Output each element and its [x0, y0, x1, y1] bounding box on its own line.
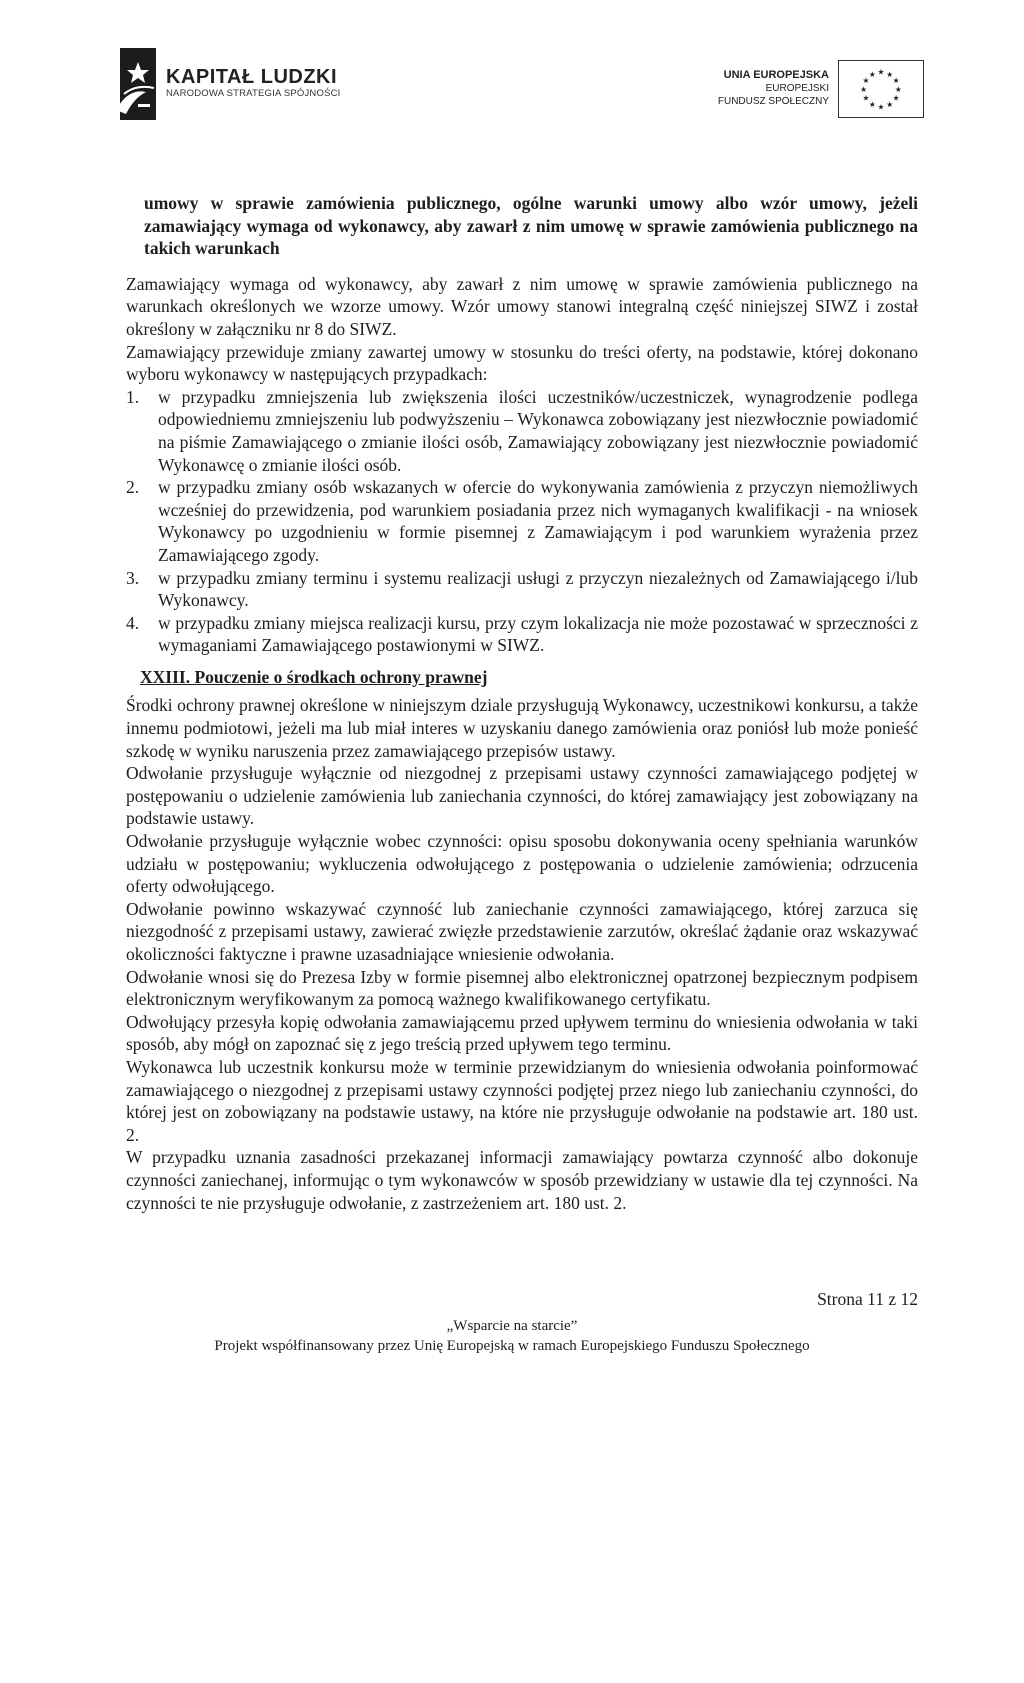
section-paragraph: Odwołanie powinno wskazywać czynność lub zaniechanie czynności zamawiającego, której zarzuca się niezgodność z przepisami ustawy, zawierać zwięzłe przedstawienie zarzutów, określać żądanie oraz wskazywać okoliczności faktyczne i prawne uzasadniające wniesienie odwołania.: [126, 898, 918, 964]
footer-cofinancing: Projekt współfinansowany przez Unię Europejską w ramach Europejskiego Funduszu Społecznego: [214, 1338, 810, 1354]
list-item-number: 3.: [126, 567, 140, 588]
list-item-number: 4.: [126, 612, 140, 633]
eu-flag-icon: [838, 60, 924, 118]
eu-star-icon: ★: [868, 99, 876, 109]
section-paragraph: Środki ochrony prawnej określone w niniejszym dziale przysługują Wykonawcy, uczestnikowi konkursu, a także innemu podmiotowi, jeżeli ma lub miał interes w uzyskaniu danego zamówienia oraz poniósł lub może ponieść szkodę w wyniku naruszenia przez zamawiającego przepisów ustawy.: [126, 695, 918, 761]
section-paragraph: Wykonawca lub uczestnik konkursu może w terminie przewidzianym do wniesienia odwołania poinformować zamawiającego o niezgodnej z przepisami ustawy czynności podjętej przez niego lub zaniechaniu czynności, do której jest on zobowiązany na podstawie ustawy, na które nie przysługuje odwołanie na podstawie art. 180 ust. 2.: [126, 1056, 918, 1145]
list-item-text: w przypadku zmiany terminu i systemu realizacji usługi z przyczyn niezależnych od Zamawiającego i/lub Wykonawcy.: [158, 567, 918, 611]
section-title: XXIII. Pouczenie o środkach ochrony prawnej: [140, 666, 488, 687]
kapital-ludzki-emblem-icon: [116, 48, 156, 120]
amendment-list: [126, 386, 918, 657]
footer-project-name: „Wsparcie na starcie”: [446, 1318, 578, 1334]
list-item: [126, 612, 918, 657]
page-number: Strona 11 z 12: [817, 1289, 918, 1309]
document-body: [126, 192, 918, 1214]
lead-heading: umowy w sprawie zamówienia publicznego, ogólne warunki umowy albo wzór umowy, jeżeli zamawiający wymaga od wykonawcy, aby zawarł z nim umowę w sprawie zamówienia publicznego na takich warunkach: [144, 193, 918, 259]
eu-star-icon: ★: [892, 76, 900, 86]
eu-star-icon: ★: [862, 93, 870, 103]
eu-star-icon: ★: [894, 84, 902, 94]
section-paragraph: Odwołanie przysługuje wyłącznie wobec czynności: opisu sposobu dokonywania oceny spełniania warunków udziału w postępowaniu; wykluczenia odwołującego z postępowania o udzielenie zamówienia; odrzucenia oferty odwołującego.: [126, 831, 918, 897]
section-paragraph: Odwołanie przysługuje wyłącznie od niezgodnej z przepisami ustawy czynności zamawiającego podjętej w postępowaniu o udzielenie zamówienia lub zaniechania czynności, do której zamawiający jest zobowiązany na podstawie ustawy.: [126, 763, 918, 829]
list-item-text: w przypadku zmniejszenia lub zwiększenia ilości uczestników/uczestniczek, wynagrodzenie podlega odpowiedniemu zmniejszeniu lub podwyższeniu – Wykonawca zobowiązany jest niezwłocznie powiadomić na piśmie Zamawiającego o zmianie ilości osób, Zamawiający zobowiązany jest niezwłocznie powiadomić Wykonawcę o zmianie ilości osób.: [158, 386, 918, 475]
eu-logo: [690, 60, 924, 120]
intro-paragraph-1: Zamawiający wymaga od wykonawcy, aby zawarł z nim umowę w sprawie zamówienia publicznego na warunkach określonych we wzorze umowy. Wzór umowy stanowi integralną część niniejszej SIWZ i został określony w załączniku nr 8 do SIWZ.: [126, 273, 918, 339]
section-paragraph: Odwołanie wnosi się do Prezesa Izby w formie pisemnej albo elektronicznej opatrzonej bezpiecznym podpisem elektronicznym weryfikowanym za pomocą ważnego kwalifikowanego certyfikatu.: [126, 966, 918, 1010]
eu-star-icon: ★: [886, 99, 894, 109]
list-item-number: 2.: [126, 477, 140, 498]
eu-star-icon: ★: [877, 67, 885, 77]
intro-paragraph-2: Zamawiający przewiduje zmiany zawartej umowy w stosunku do treści oferty, na podstawie, której dokonano wyboru wykonawcy w następujących przypadkach:: [126, 341, 918, 385]
list-item: [126, 386, 918, 476]
eu-star-icon: ★: [862, 76, 870, 86]
list-item-text: w przypadku zmiany osób wskazanych w ofercie do wykonywania zamówienia z przyczyn niemożliwych wcześniej do przewidzenia, pod warunkiem posiadania przez nich wymaganych kwalifikacji - na wniosek Wykonawcy po uzgodnieniu w formie pisemnej z Zamawiającym i pod warunkiem wyrażenia przez Zamawiającego zgody.: [158, 477, 918, 565]
section-paragraph: W przypadku uznania zasadności przekazanej informacji zamawiający powtarza czynność albo dokonuje czynności zaniechanej, informując o tym wykonawców w sposób przewidziany w ustawie dla tej czynności. Na czynności te nie przysługuje odwołanie, z zastrzeżeniem art. 180 ust. 2.: [126, 1147, 918, 1213]
eu-star-icon: ★: [860, 84, 868, 94]
section-paragraph: Odwołujący przesyła kopię odwołania zamawiającemu przed upływem terminu do wniesienia odwołania w taki sposób, aby mógł on zapoznać się z jego treścią przed upływem tego terminu.: [126, 1011, 918, 1055]
list-item: [126, 567, 918, 612]
eu-line-2: EUROPEJSKI: [765, 83, 829, 94]
kapital-ludzki-title: KAPITAŁ LUDZKI: [166, 66, 338, 88]
list-item-number: 1.: [126, 386, 140, 407]
eu-star-icon: ★: [886, 69, 894, 79]
eu-star-icon: ★: [877, 102, 885, 112]
list-item: [126, 476, 918, 566]
kapital-ludzki-subtitle: NARODOWA STRATEGIA SPÓJNOŚCI: [166, 88, 341, 99]
eu-line-1: UNIA EUROPEJSKA: [723, 69, 829, 81]
eu-star-icon: ★: [868, 69, 876, 79]
list-item-text: w przypadku zmiany miejsca realizacji kursu, przy czym lokalizacja nie może pozostawać w sprzeczności z wymaganiami Zamawiającego postawionymi w SIWZ.: [158, 612, 918, 656]
eu-line-3: FUNDUSZ SPOŁECZNY: [717, 96, 829, 107]
eu-star-icon: ★: [892, 93, 900, 103]
